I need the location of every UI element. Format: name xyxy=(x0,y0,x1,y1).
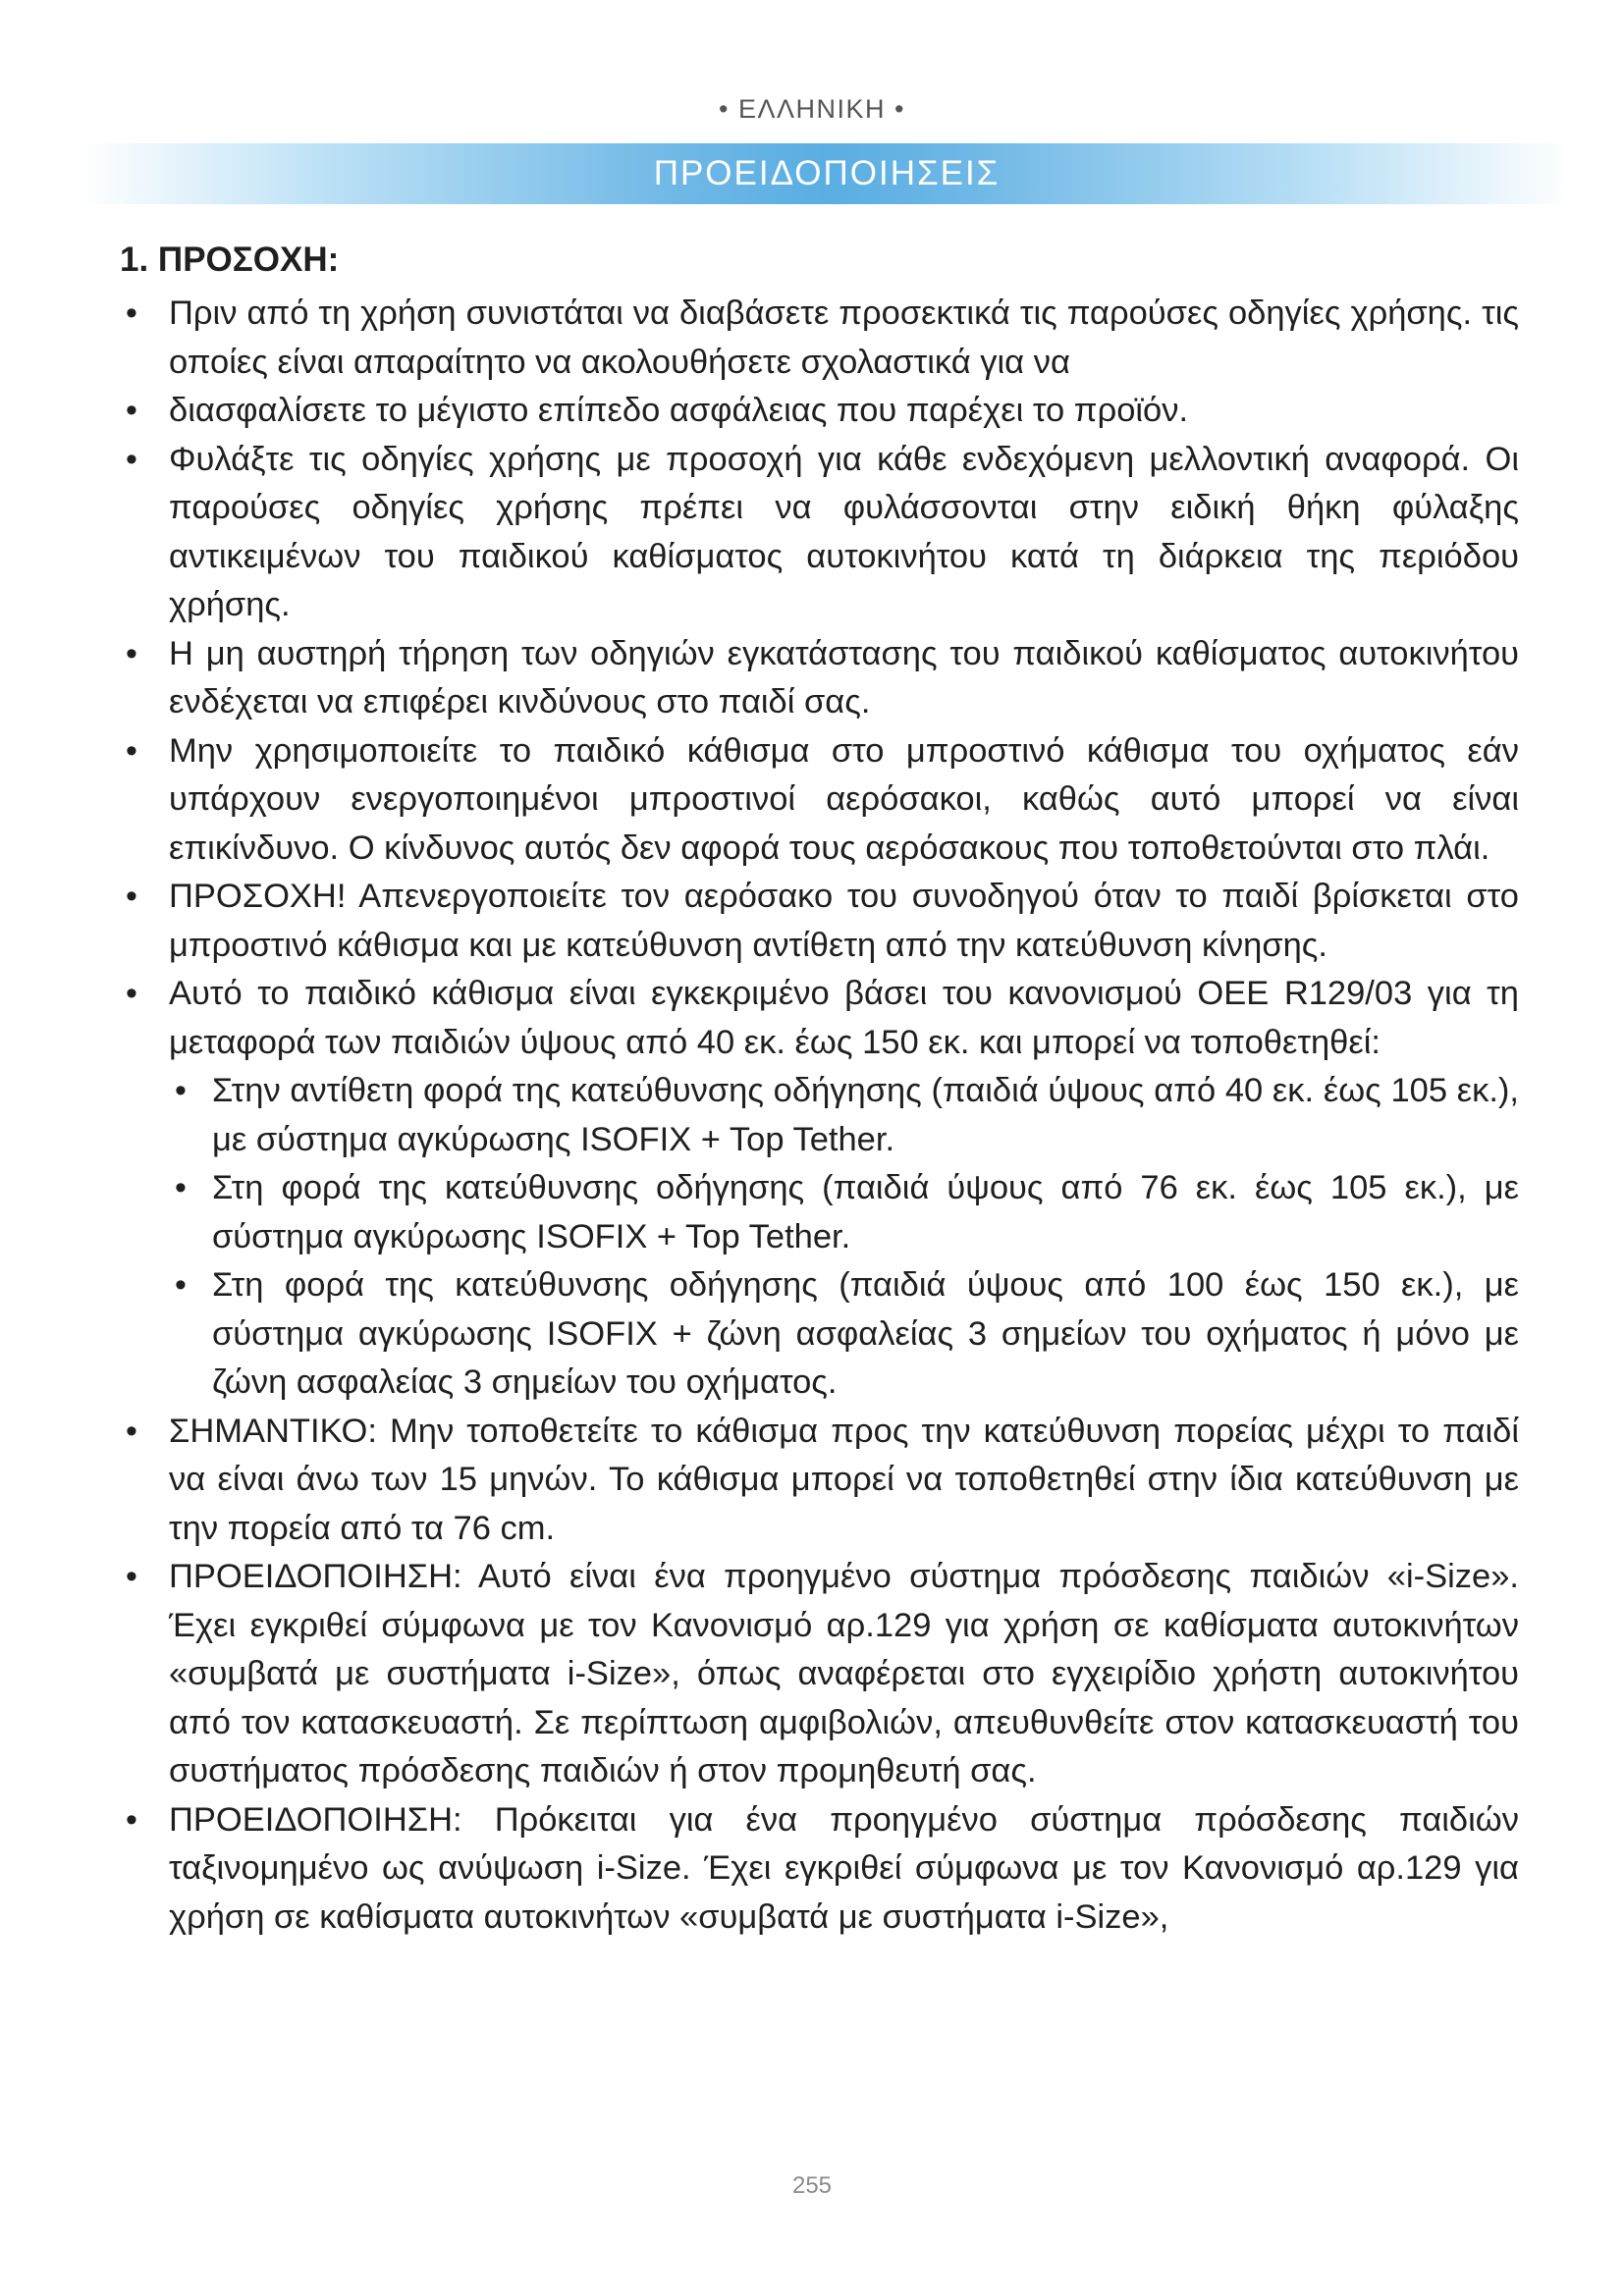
list-item: • Φυλάξτε τις οδηγίες χρήσης με προσοχή για κάθε ενδεχόμενη μελλοντική αναφορά. Οι παρούσες οδηγίες χρήσης πρέπει να φυλάσσονται στην ειδική θήκη φύλαξης αντικειμένων του παιδικού καθίσματος αυτοκινήτου κατά τη διάρκεια της περιόδου χρήσης. xyxy=(120,436,1519,630)
sub-list-item: • Στη φορά της κατεύθυνσης οδήγησης (παιδιά ύψους από 76 εκ. έως 105 εκ.), με σύστημα αγκύρωσης ISOFIX + Top Tether. xyxy=(171,1164,1519,1261)
list-item: • Η μη αυστηρή τήρηση των οδηγιών εγκατάστασης του παιδικού καθίσματος αυτοκινήτου ενδέχεται να επιφέρει κινδύνους στο παιδί σας. xyxy=(120,630,1519,727)
section-banner xyxy=(81,143,1573,204)
list-item: • ΣΗΜΑΝΤΙΚΟ: Μην τοποθετείτε το κάθισμα προς την κατεύθυνση πορείας μέχρι το παιδί να είναι άνω των 15 μηνών. Το κάθισμα μπορεί να τοποθετηθεί στην ίδια κατεύθυνση με την πορεία από τα 76 cm. xyxy=(120,1408,1519,1554)
page-content xyxy=(120,236,1519,1942)
list-item: • διασφαλίσετε το μέγιστο επίπεδο ασφάλειας που παρέχει το προϊόν. xyxy=(120,387,1519,436)
list-item: • ΠΡΟΕΙΔΟΠΟΙΗΣΗ: Αυτό είναι ένα προηγμένο σύστημα πρόσδεσης παιδιών «i-Size». Έχει εγκριθεί σύμφωνα με τον Κανονισμό αρ.129 για χρήση σε καθίσματα αυτοκινήτων «συμβατά με συστήματα i-Size», όπως αναφέρεται στο εγχειρίδιο χρήστη αυτοκινήτου από τον κατασκευαστή. Σε περίπτωση αμφιβολιών, απευθυνθείτε στον κατασκευαστή του συστήματος πρόσδεσης παιδιών ή στον προμηθευτή σας. xyxy=(120,1553,1519,1796)
warning-list xyxy=(120,290,1519,1942)
page-number: 255 xyxy=(791,2172,833,2199)
banner-title: ΠΡΟΕΙΔΟΠΟΙΗΣΕΙΣ xyxy=(653,154,1001,192)
list-item: • ΠΡΟΕΙΔΟΠΟΙΗΣΗ: Πρόκειται για ένα προηγμένο σύστημα πρόσδεσης παιδιών ταξινομημένο ως ανύψωση i-Size. Έχει εγκριθεί σύμφωνα με τον Κανονισμό αρ.129 για χρήση σε καθίσματα αυτοκινήτων «συμβατά με συστήματα i-Size», xyxy=(120,1796,1519,1943)
section-title: 1. ΠΡΟΣΟΧΗ: xyxy=(120,240,340,279)
sub-list-item: • Στην αντίθετη φορά της κατεύθυνσης οδήγησης (παιδιά ύψους από 40 εκ. έως 105 εκ.), με σύστημα αγκύρωσης ISOFIX + Top Tether. xyxy=(171,1067,1519,1164)
sub-list xyxy=(169,1067,1519,1408)
list-item-text: Αυτό το παιδικό κάθισμα είναι εγκεκριμένο βάσει του κανονισμού ΟΕΕ R129/03 για τη μεταφορά των παιδιών ύψους από 40 εκ. έως 150 εκ. και μπορεί να τοποθετηθεί: xyxy=(169,975,1519,1061)
sub-list-item: • Στη φορά της κατεύθυνσης οδήγησης (παιδιά ύψους από 100 έως 150 εκ.), με σύστημα αγκύρωσης ISOFIX + ζώνη ασφαλείας 3 σημείων του οχήματος ή μόνο με ζώνη ασφαλείας 3 σημείων του οχήματος. xyxy=(171,1261,1519,1408)
language-label: • ΕΛΛΗΝΙΚΗ • xyxy=(719,94,905,124)
list-item: • Πριν από τη χρήση συνιστάται να διαβάσετε προσεκτικά τις παρούσες οδηγίες χρήσης. τις οποίες είναι απαραίτητο να ακολουθήσετε σχολαστικά για να xyxy=(120,290,1519,387)
list-item: • Μην χρησιμοποιείτε το παιδικό κάθισμα στο μπροστινό κάθισμα του οχήματος εάν υπάρχουν ενεργοποιημένοι μπροστινοί αερόσακοι, καθώς αυτό μπορεί να είναι επικίνδυνο. Ο κίνδυνος αυτός δεν αφορά τους αερόσακους που τοποθετούνται στο πλάι. xyxy=(120,727,1519,874)
list-item: • ΠΡΟΣΟΧΗ! Απενεργοποιείτε τον αερόσακο του συνοδηγού όταν το παιδί βρίσκεται στο μπροστινό κάθισμα και με κατεύθυνση αντίθετη από την κατεύθυνση κίνησης. xyxy=(120,873,1519,970)
list-item-with-sublist xyxy=(120,970,1519,1408)
